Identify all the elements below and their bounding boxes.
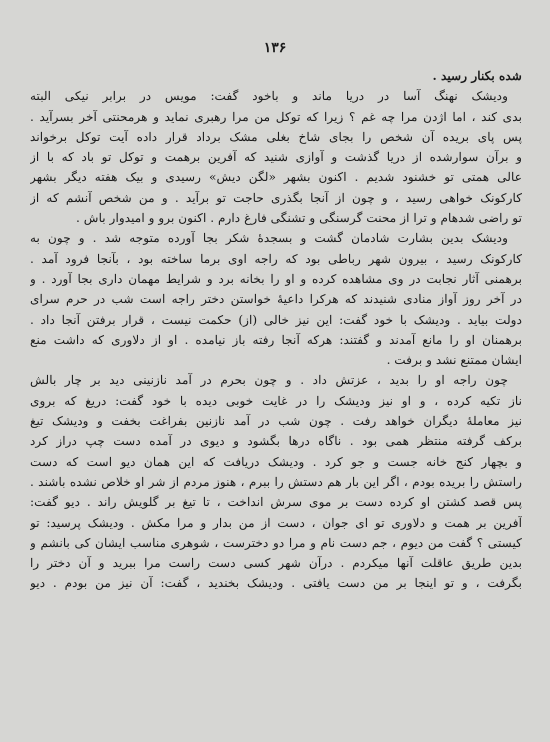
text-line: کارکونک رسید ، بیرون شهر رباطی بود که راجه اوی برما ساخته بود ، بآنجا فرود آمد . [30, 251, 522, 266]
text-line: پس پای بریده آن شخص را بجای شاخ بغلی مشک برداد قرار داده آیت توکل برخواند [30, 129, 522, 144]
text-line: تو راضی شدهام و ترا از محنت گرسنگی و تشنگی فارغ دارم . اکنون برو و امیدوار باش . [75, 211, 522, 226]
text-line: آفرین بر همت و دلاوری تو ای جوان ، دست از من بدار و مرا مکش . ودیشک پرسید: تو [30, 515, 522, 530]
text-line: ودیشک بدین بشارت شادمان گشت و بسجدهٔ شکر بجا آورده متوجه شد . و چون به [30, 231, 508, 246]
text-line: کارکونک خواهی رسید ، و چون از آنجا بگذری حاجت تو برآید . و من شخص آنشم که از [30, 190, 522, 205]
page-number: ۱۳۶ [263, 40, 287, 56]
text-line: ایشان ممتنع نشد و برفت . [386, 353, 522, 368]
text-line: راستش را بریده بودم ، اگر این بار هم دستش را ببرم ، هنوز مردم از شر او خلاص نشده باشند . [30, 474, 522, 489]
text-line: برهمنان او را مانع آمدند و گفتند: هرکه آنجا رفته باز نیامده . او از دلاوری که داشت منع [30, 332, 522, 347]
text-line: دولت بیاید . ودیشک با خود گفت: این نیز خالی (از) حکمت نیست ، قرار برفتن آنجا داد . [30, 312, 522, 327]
text-line: کیستی ؟ گفت من دیوم ، جم دست نام و مرا دو دخترست ، شوهری مناسب ایشان کی بانشم و [30, 535, 522, 550]
text-line: پس قصد کشتن او کرده دست بر موی سرش انداخت ، تا تیغ بر گلویش راند . دیو گفت: [30, 495, 522, 510]
text-line: و بچهار کنج خانه جست و جو کرد . ودیشک دریافت که این همان دیو است که دست [30, 454, 522, 469]
text-line: ناز تکیه کرده ، و او نیز ودیشک را در غایت خوبی دیده با خود گفت: دریغ که بروی [30, 393, 522, 408]
text-line: برهمنی آثار نجابت در وی مشاهده کرده و او را بخانه برد و شرایط مهمان داری بجا آورد . و [30, 271, 522, 286]
text-line: نیز معاملهٔ دیگران خواهد رفت . چون شب در آمد نازنین بفراغت بخفت و ودیشک تیغ [30, 414, 522, 429]
text-line: چون راجه او را بدید ، عزتش داد . و چون بحرم در آمد نازنینی دید بر چار بالش [30, 373, 508, 388]
text-line: ودیشک نهنگ آسا در دریا ماند و باخود گفت: مویس در برابر نیکی البته [30, 89, 508, 104]
text-line: عالی همتی تو خشنود شدیم . اکنون بشهر «لگن دیش» رسیدی و بیک هفته دیگر بشهر [30, 170, 522, 185]
text-line: بدی کند ، اما اژدن مرا چه غم ؟ زیرا که توکل من مرا رهبری نماید و هرمحنتی آخر بسرآید . [30, 109, 522, 124]
text-line: برکف گرفته منتظر همی بود . ناگاه درها بگشود و دیوی در آمده دست چپ دراز کرد [30, 434, 522, 449]
text-line: بگرفت ، و تو اینجا بر من دست یافتی . ودیشک بخندید ، گفت: آن نیز من بودم . دیو [30, 576, 522, 591]
text-line: بدین طریق عاقلت آنها میکردم . درآن شهر کسی دست راست مرا ببرید و آن دختر را [30, 556, 522, 571]
text-line: شده بکنار رسید . [432, 69, 522, 83]
text-line: و برآن سوارشده از دریا گذشت و آوازی شنید که آفرین برهمت و توکل تو باد که با از [30, 150, 522, 165]
body-text [30, 66, 522, 594]
text-line: در آخر روز آواز منادی شنیدند که هرکرا داعیهٔ خواستن دختر راجه است شب در حرم سرای [30, 292, 522, 307]
